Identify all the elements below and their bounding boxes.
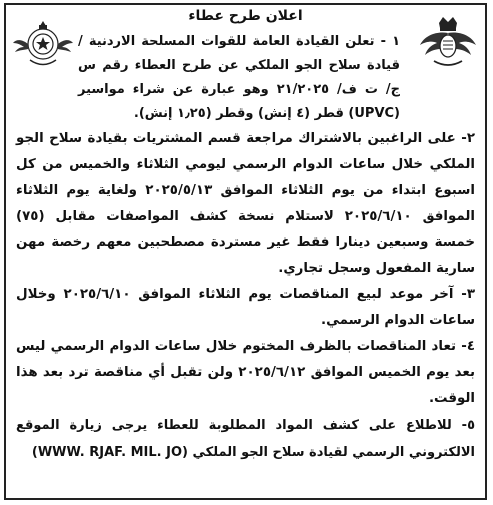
notice-frame	[4, 3, 487, 500]
paragraph-2: ٢- على الراغبين بالاشتراك مراجعة قسم المشتريات بقيادة سلاح الجو الملكي خلال ساعات الدوام الرسمي ليومي الثلاثاء والخميس من كل اسبوع ابتداء من يوم الثلاثاء الموافق ٢٠٢٥/٥/١٣ ولغاية يوم الثلاثاء الموافق ٢٠٢٥/٦/١٠ لاستلام نسخة كشف المواصفات مقابل (٧٥) خمسة وسبعين دينارا فقط غير مستردة مصطحبين معهم رخصة مهن سارية المفعول وسجل تجاري.	[16, 131, 475, 276]
paragraph-4: ٤- تعاد المناقصات بالظرف المختوم خلال ساعات الدوام الرسمي ليس بعد يوم الخميس الموافق ٢٠٢٥/٦/١٢ ولن تقبل أي مناقصة ترد بعد هذا الوقت.	[16, 339, 476, 406]
paragraph-1: ١ - تعلن القيادة العامة للقوات المسلحة الاردنية / قيادة سلاح الجو الملكي عن طرح العطاء رقم س ج/ ت ف/ ٢١/٢٠٢٥ وهو عبارة عن شراء مواسير (UPVC) قطر (٤ إنش) وقطر (١٫٢٥ إنش).	[78, 34, 400, 121]
notice-body	[16, 30, 475, 466]
paragraph-3: ٣- آخر موعد لبيع المناقصات يوم الثلاثاء الموافق ٢٠٢٥/٦/١٠ وخلال ساعات الدوام الرسمي.	[16, 287, 475, 328]
notice-title: اعلان طرح عطاء	[188, 8, 303, 24]
paragraph-5: ٥- للاطلاع على كشف المواد المطلوبة للعطاء يرجى زيارة الموقع الالكتروني الرسمي لقيادة سلاح الجو الملكي (WWW. RJAF. MIL. JO)	[16, 418, 475, 460]
